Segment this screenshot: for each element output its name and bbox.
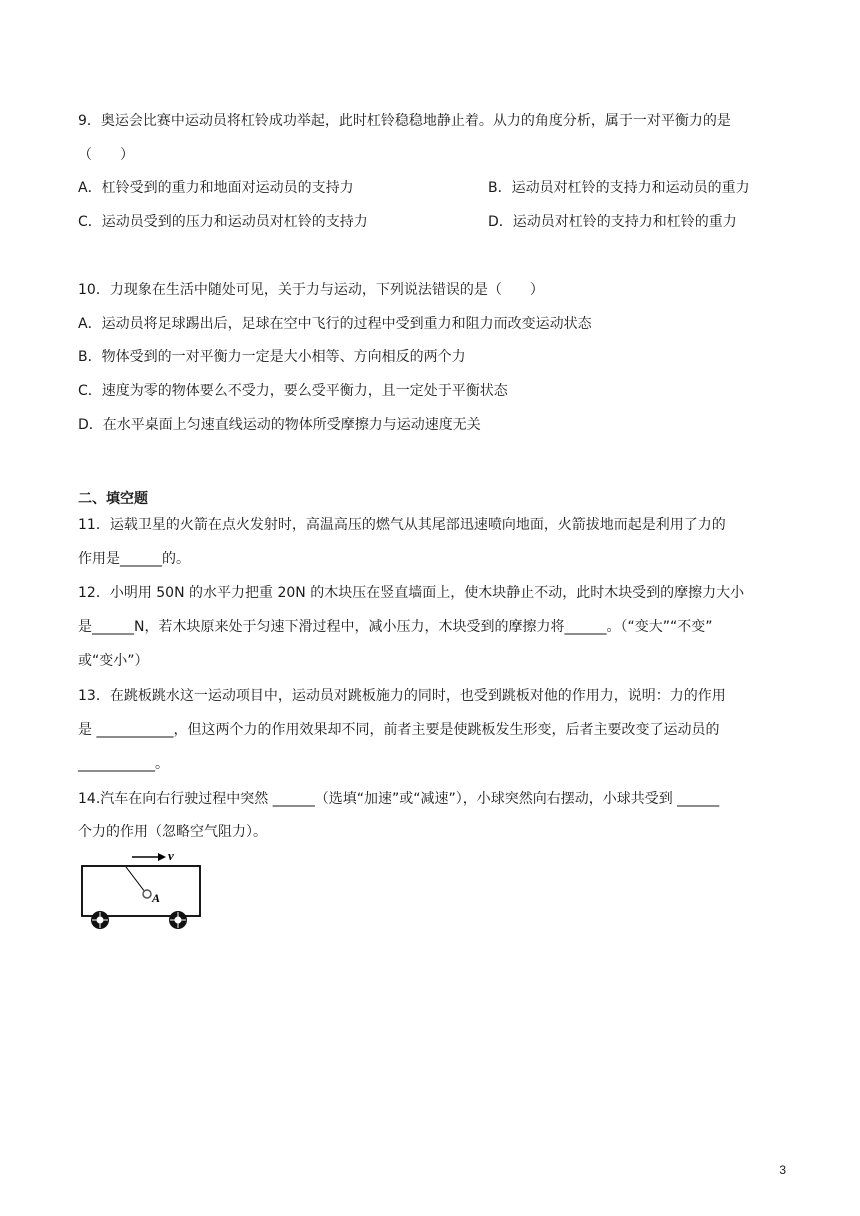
cart-body bbox=[82, 866, 200, 916]
q13-line2: 是 ___________，但这两个力的作用效果却不同，前者主要是使跳板发生形变，后者主要改变了运动员的 bbox=[78, 722, 720, 738]
q11-line1: 11．运载卫星的火箭在点火发射时，高温高压的燃气从其尾部迅速喷向地面，火箭拔地而起是利用了力的 bbox=[78, 517, 726, 533]
q9-stem-bracket: （ ） bbox=[78, 147, 134, 163]
section-heading-fill-blank: 二、填空题 bbox=[78, 491, 148, 507]
q12-line1: 12．小明用 50N 的水平力把重 20N 的木块压在竖直墙面上，使木块静止不动，此时木块受到的摩擦力大小 bbox=[78, 585, 745, 601]
wheel-right bbox=[169, 911, 187, 929]
q10-stem: 10．力现象在生活中随处可见，关于力与运动，下列说法错误的是（ ） bbox=[78, 282, 544, 298]
q10-option-b: B．物体受到的一对平衡力一定是大小相等、方向相反的两个力 bbox=[78, 349, 466, 365]
q14-line2: 个力的作用（忽略空气阻力）。 bbox=[78, 824, 267, 840]
q9-option-c: C．运动员受到的压力和运动员对杠铃的支持力 bbox=[78, 214, 368, 230]
q13-line3: ___________。 bbox=[78, 756, 169, 772]
q11-line2: 作用是______的。 bbox=[78, 551, 190, 567]
q10-option-d: D．在水平桌面上匀速直线运动的物体所受摩擦力与运动速度无关 bbox=[78, 417, 481, 433]
q10-option-c: C．速度为零的物体要么不受力，要么受平衡力，且一定处于平衡状态 bbox=[78, 383, 508, 399]
q13-line1: 13．在跳板跳水这一运动项目中，运动员对跳板施力的同时，也受到跳板对他的作用力，说明：力的作用 bbox=[78, 688, 726, 704]
q9-stem: 9．奥运会比赛中运动员将杠铃成功举起，此时杠铃稳稳地静止着。从力的角度分析，属于一对平衡力的是 bbox=[78, 113, 731, 129]
velocity-arrow bbox=[132, 853, 166, 861]
q12-line3: 或“变小”） bbox=[78, 653, 149, 669]
wheel-left bbox=[91, 911, 109, 929]
pendulum-ball bbox=[143, 890, 151, 898]
q14-line1: 14.汽车在向右行驶过程中突然 ______（选填“加速”或“减速”），小球突然向右摆动，小球共受到 ______ bbox=[78, 791, 720, 807]
q9-options-row2 bbox=[78, 212, 737, 232]
velocity-label: v bbox=[168, 848, 174, 863]
q9-option-b: B．运动员对杠铃的支持力和运动员的重力 bbox=[488, 180, 750, 196]
page-number: 3 bbox=[779, 1163, 786, 1177]
cart-pendulum-figure bbox=[78, 846, 218, 936]
q9-options-row1 bbox=[78, 178, 750, 198]
ball-label: A bbox=[152, 891, 161, 905]
q9-option-a: A．杠铃受到的重力和地面对运动员的支持力 bbox=[78, 180, 354, 196]
q10-option-a: A．运动员将足球踢出后，足球在空中飞行的过程中受到重力和阻力而改变运动状态 bbox=[78, 316, 592, 332]
q9-option-d: D．运动员对杠铃的支持力和杠铃的重力 bbox=[488, 214, 737, 230]
q12-line2: 是______N，若木块原来处于匀速下滑过程中，减小压力，木块受到的摩擦力将______。（“变大”“不变” bbox=[78, 619, 713, 635]
